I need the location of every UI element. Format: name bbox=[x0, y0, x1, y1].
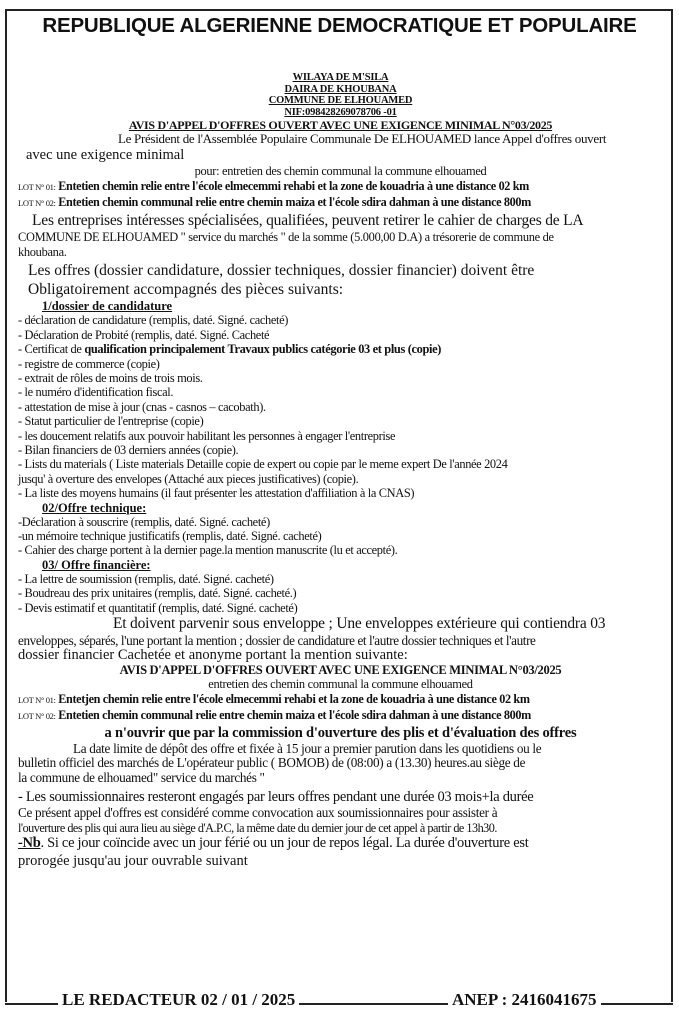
convocation-line1: Ce présent appel d'offres est considéré comme convocation aux soumissionnaires pour assister à bbox=[18, 805, 498, 821]
delai-line1: La date limite de dépôt des offre et fixée à 15 jour a premier parution dans les quotidiens ou le bbox=[73, 740, 542, 756]
daira: DAIRA DE KHOUBANA bbox=[284, 83, 397, 95]
nb-text: . Si ce jour coïncide avec un jour férié ou un jour de repos légal. La durée d'ouverture est bbox=[40, 835, 529, 852]
list-item: - Boudreau des prix unitaires (remplis, daté. Signé. cacheté.) bbox=[18, 586, 297, 601]
nb-line2: prorogée jusqu'au jour ouvrable suivant bbox=[18, 852, 248, 869]
section-technique bbox=[18, 501, 663, 558]
lot-2 bbox=[18, 195, 663, 212]
footer bbox=[0, 990, 679, 1014]
retrait-line3: khoubana. bbox=[18, 244, 67, 259]
qualification-text: qualification principalement Travaux publics catégorie 03 et plus (copie) bbox=[84, 342, 442, 357]
delai-line2: bulletin officiel des marchés de L'opérateur public ( BOMOB) de (08:00) a (13.30) heures.au siège de bbox=[18, 755, 526, 771]
section-financiere bbox=[18, 558, 663, 615]
enveloppe-line1: Et doivent parvenir sous enveloppe ; Une enveloppes extérieure qui contiendra 03 bbox=[113, 615, 606, 633]
list-item: - déclaration de candidature (remplis, daté. Signé. cacheté) bbox=[18, 313, 289, 328]
enveloppe-line2: enveloppes, séparés, l'une portant la mention ; dossier de candidature et l'autre dossier techniques et l'autre bbox=[18, 632, 536, 648]
list-item: - Déclaration de Probité (remplis, daté. Signé. Cacheté bbox=[18, 327, 270, 342]
wilaya: WILAYA DE M'SILA bbox=[292, 72, 389, 83]
list-item: - le numéro d'identification fiscal. bbox=[18, 385, 174, 400]
intro-line2: avec une exigence minimal bbox=[26, 146, 185, 163]
list-item: - La liste des moyens humains (il faut présenter les attestation d'affiliation à la CNAS) bbox=[18, 486, 415, 501]
retrait-line1: Les entreprises intéresses spécialisées, qualifiées, peuvent retirer le cahier de charges de LA bbox=[32, 211, 584, 229]
offres-line2: Obligatoirement accompagnés des pièces suivants: bbox=[28, 280, 344, 298]
convocation-line2: l'ouverture des plis qui aura lieu au siège d'A.P.C, la même date du dernier jour de cet appel à partir de 13h30. bbox=[18, 820, 497, 835]
offres-line1: Les offres (dossier candidature, dossier techniques, dossier financier) doivent être bbox=[28, 262, 535, 280]
section-title: 02/Offre technique: bbox=[42, 500, 147, 515]
list-item: - Statut particulier de l'entreprise (copie) bbox=[18, 414, 204, 429]
lot-label: LOT N° 01: bbox=[18, 694, 56, 705]
list-item: - Cahier des charge portent à la dernier page.la mention manuscrite (lu et accepté). bbox=[18, 543, 398, 558]
list-item: - Lists du materials ( Liste materials Detaille copie de expert ou copie par le meme expert De l'année 2024 bbox=[18, 457, 508, 472]
list-item: - Devis estimatif et quantitatif (remplis, daté. Signé. cacheté) bbox=[18, 600, 298, 615]
enveloppe-objet: entretien des chemin communal la commune elhouamed bbox=[208, 677, 473, 692]
list-item: -Déclaration à souscrire (remplis, daté. Signé. cacheté) bbox=[18, 514, 270, 529]
avis-title: AVIS D'APPEL D'OFFRES OUVERT AVEC UNE EXIGENCE MINIMAL N°03/2025 bbox=[128, 118, 553, 132]
lot-label: LOT N° 02: bbox=[18, 198, 56, 209]
list-item: - Bilan financiers de 03 derniers années (copie). bbox=[18, 443, 239, 458]
intro-line1: Le Président de l'Assemblée Populaire Communale De ELHOUAMED lance Appel d'offres ouvert bbox=[118, 131, 607, 146]
section-title: 03/ Offre financière: bbox=[42, 557, 151, 572]
list-item: - registre de commerce (copie) bbox=[18, 356, 160, 371]
nif: NIF:098428269078706 -01 bbox=[284, 106, 397, 118]
lot-label: LOT N° 01: bbox=[18, 181, 56, 192]
enveloppe-lot-2 bbox=[18, 708, 663, 725]
list-item: - La lettre de soumission (remplis, daté. Signé. cacheté) bbox=[18, 571, 274, 586]
list-item: jusqu' à overture des envelopes (Attaché aux pieces justificatives) (copie). bbox=[18, 471, 359, 486]
lot-1 bbox=[18, 179, 663, 196]
lot-text: Entetien chemin relie entre l'école elmecemmi rehabi et la zone de kouadria à une distance 02 km bbox=[58, 178, 529, 193]
mention-ouverture: a n'ouvrir que par la commission d'ouverture des plis et d'évaluation des offres bbox=[104, 724, 577, 741]
lot-text: Entetjen chemin relie entre l'école elmecemmi rehabi et la zone de kouadria à une distance 02 km bbox=[58, 691, 530, 706]
list-item: - extrait de rôles de moins de trois mois. bbox=[18, 371, 203, 385]
enveloppe-line3: dossier financier Cachetée et anonyme portant la mention suivante: bbox=[18, 647, 408, 664]
section-candidature bbox=[18, 299, 663, 500]
lot-text: Entetien chemin communal relie entre chemin maiza et l'école sdira dahman à une distance 800m bbox=[58, 708, 531, 723]
list-item: - attestation de mise à jour (cnas - casnos – cacobath). bbox=[18, 399, 266, 414]
document-title: REPUBLIQUE ALGERIENNE DEMOCRATIQUE ET POPULAIRE bbox=[42, 14, 637, 37]
nb-label: -Nb bbox=[18, 835, 41, 852]
delai-line3: la commune de elhouamed" service du marchés " bbox=[18, 769, 265, 785]
footer-redacteur: LE REDACTEUR 02 / 01 / 2025 bbox=[58, 990, 299, 1010]
enveloppe-lot-1 bbox=[18, 692, 663, 709]
lot-text: Entetien chemin communal relie entre chemin maiza et l'école sdira dahman à une distance 800m bbox=[58, 195, 531, 210]
nb-line1 bbox=[18, 835, 663, 853]
commune: COMMUNE DE ELHOUAMED bbox=[268, 95, 413, 106]
validite: - Les soumissionnaires resteront engagés par leurs offres pendant une durée 03 mois+la durée bbox=[18, 788, 534, 805]
retrait-line2: COMMUNE DE ELHOUAMED " service du marchés " de la somme (5.000,00 D.A) a trésorerie de commune de bbox=[18, 230, 554, 245]
lot-label: LOT N° 02: bbox=[18, 711, 56, 722]
list-item: - les doucement relatifs aux pouvoir habilitant les personnes à engager l'entreprise bbox=[18, 428, 396, 443]
intro-pour: pour: entretien des chemin communal la commune elhouamed bbox=[194, 164, 487, 179]
enveloppe-avis: AVIS D'APPEL D'OFFRES OUVERT AVEC UNE EXIGENCE MINIMAL N°03/2025 bbox=[119, 663, 562, 678]
list-item: - Certificat de qualification principalement Travaux publics catégorie 03 et plus (copie) bbox=[18, 342, 442, 357]
footer-anep: ANEP : 2416041675 bbox=[448, 990, 601, 1010]
section-title: 1/dossier de candidature bbox=[42, 299, 173, 314]
document-body bbox=[18, 58, 663, 870]
list-item: -un mémoire technique justificatifs (remplis, daté. Signé. cacheté) bbox=[18, 529, 322, 544]
